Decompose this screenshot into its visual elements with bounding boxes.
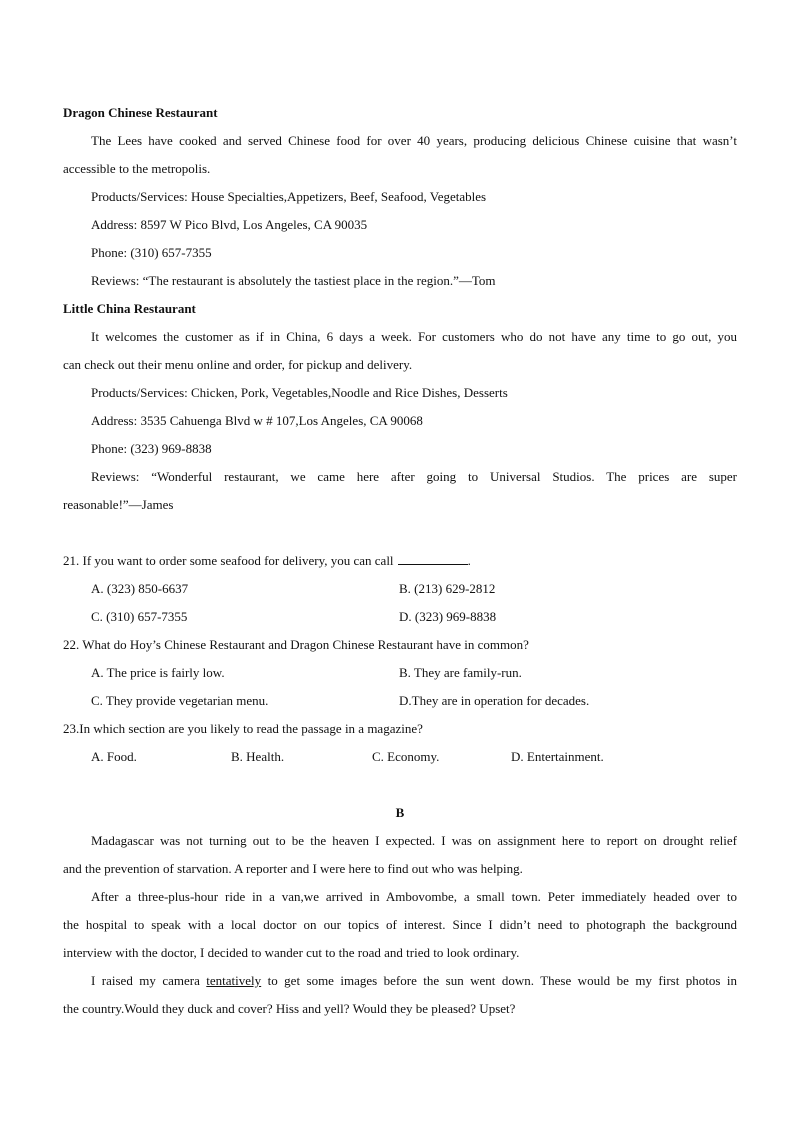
p3-post: to get some images before the sun went down. These would be my first photos in [267, 973, 738, 988]
section-b-p2-line2: the hospital to speak with a local doctor on our topics of interest. Since I didn’t need to photograph the background [63, 917, 737, 932]
answer-blank [398, 552, 468, 565]
dragon-address: Address: 8597 W Pico Blvd, Los Angeles, CA 90035 [91, 217, 368, 232]
little-china-products: Products/Services: Chicken, Pork, Vegetables,Noodle and Rice Dishes, Desserts [91, 385, 508, 400]
question-21-option-a: A. (323) 850-6637 [91, 581, 189, 596]
section-b-p2-line1: After a three-plus-hour ride in a van,we arrived in Ambovombe, a small town. Peter immediately headed over to [91, 889, 737, 904]
question-22-option-b: B. They are family-run. [399, 665, 522, 680]
question-21-option-b: B. (213) 629-2812 [399, 581, 496, 596]
section-b-p3-line1 [91, 971, 737, 991]
section-b-p1-line1: Madagascar was not turning out to be the heaven I expected. I was on assignment here to report on drought relief [91, 833, 737, 848]
section-b-p2-line3: interview with the doctor, I decided to wander cut to the road and tried to look ordinary. [63, 945, 520, 960]
question-22-stem: 22. What do Hoy’s Chinese Restaurant and Dragon Chinese Restaurant have in common? [63, 637, 529, 652]
dragon-desc-line2: accessible to the metropolis. [63, 161, 211, 176]
dragon-phone: Phone: (310) 657-7355 [91, 245, 212, 260]
question-22-option-c: C. They provide vegetarian menu. [91, 693, 269, 708]
dragon-products: Products/Services: House Specialties,Appetizers, Beef, Seafood, Vegetables [91, 189, 487, 204]
little-china-reviews-line1: Reviews: “Wonderful restaurant, we came here after going to Universal Studios. The prices are super [91, 469, 737, 484]
dragon-desc-line1: The Lees have cooked and served Chinese food for over 40 years, producing delicious Chinese cuisine that wasn’t [91, 133, 737, 148]
section-b-p1-line2: and the prevention of starvation. A reporter and I were here to find out who was helping. [63, 861, 523, 876]
section-b-p3-line2: the country.Would they duck and cover? Hiss and yell? Would they be pleased? Upset? [63, 1001, 516, 1016]
question-23-option-c: C. Economy. [372, 749, 440, 764]
little-china-title: Little China Restaurant [63, 301, 196, 316]
dragon-reviews: Reviews: “The restaurant is absolutely the tastiest place in the region.”—Tom [91, 273, 496, 288]
question-21-option-d: D. (323) 969-8838 [399, 609, 497, 624]
p3-pre: I raised my camera [91, 973, 200, 988]
section-b-heading: B [395, 805, 405, 820]
question-23-option-b: B. Health. [231, 749, 285, 764]
question-21-option-c: C. (310) 657-7355 [91, 609, 188, 624]
underlined-word: tentatively [206, 973, 262, 988]
question-21-stem [63, 551, 737, 571]
little-china-phone: Phone: (323) 969-8838 [91, 441, 212, 456]
question-23-option-d: D. Entertainment. [511, 749, 604, 764]
little-china-address: Address: 3535 Cahuenga Blvd w # 107,Los Angeles, CA 90068 [91, 413, 423, 428]
little-china-desc-line2: can check out their menu online and order, for pickup and delivery. [63, 357, 413, 372]
question-21-text: 21. If you want to order some seafood for delivery, you can call [63, 553, 394, 568]
question-23-option-a: A. Food. [91, 749, 137, 764]
little-china-desc-line1: It welcomes the customer as if in China, 6 days a week. For customers who do not have any time to go out, you [91, 329, 737, 344]
question-23-stem: 23.In which section are you likely to read the passage in a magazine? [63, 721, 423, 736]
question-22-option-a: A. The price is fairly low. [91, 665, 225, 680]
little-china-reviews-line2: reasonable!”—James [63, 497, 174, 512]
question-21-end: . [467, 553, 471, 568]
dragon-title: Dragon Chinese Restaurant [63, 105, 218, 120]
question-22-option-d: D.They are in operation for decades. [399, 693, 590, 708]
